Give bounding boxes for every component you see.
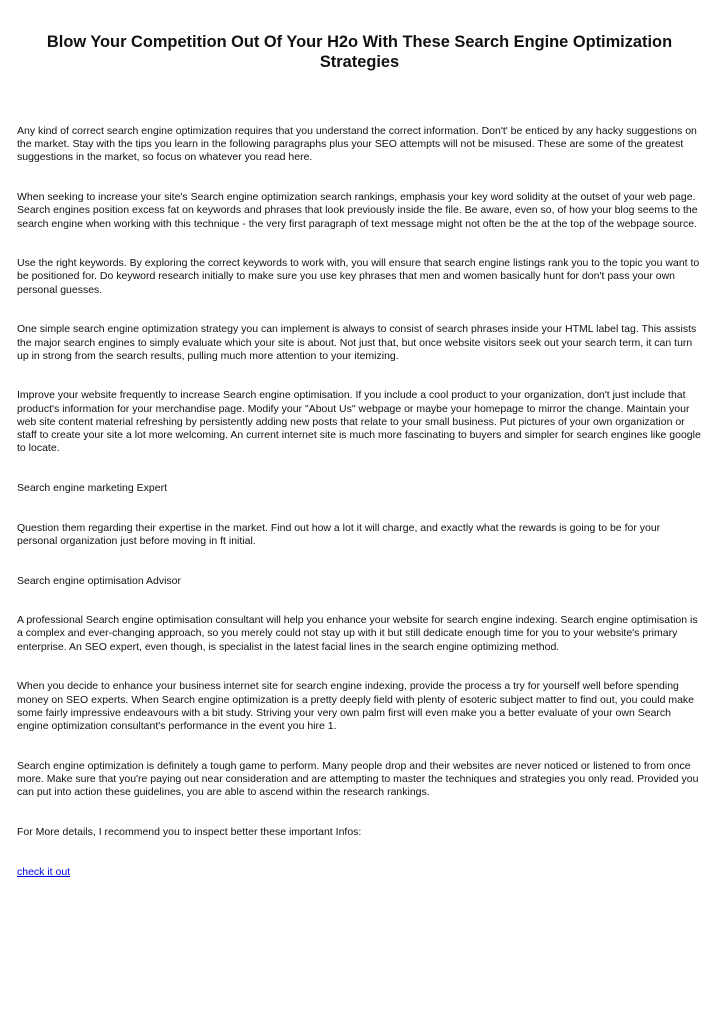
paragraph-intro: Any kind of correct search engine optimization requires that you understand the correct information. Don't' be enticed by any hacky suggestions on the market. Stay with the tips you learn in the following paragraphs plus your SEO attempts will not be misused. These are some of the greatest suggestions in the market, so focus on whatever you read here.: [17, 125, 697, 164]
paragraph-professional-consultant: A professional Search engine optimisation consultant will help you enhance your website for search engine indexing. Search engine optimisation is a complex and ever-changing approach, so you merely could not stay up with it but still dedicate enough time for you to your website's primary enterprise. An SEO expert, even though, is specialist in the latest facial lines in the search engine optimizing method.: [17, 614, 698, 653]
paragraph-try-yourself: When you decide to enhance your business internet site for search engine indexing, provide the process a try for yourself well before spending money on SEO experts. When Search engine optimization is a pretty deeply field with plenty of esoteric subject matter to find out, you could make some fairly impressive endeavours with a bit study. Striving your very own palm first will even make you a better evaluate of your own Search engine optimization consultant's performance in the event you hire 1.: [17, 680, 695, 732]
link-container: [17, 866, 702, 879]
paragraph-html-label-tag: One simple search engine optimization strategy you can implement is always to consist of search phrases inside your HTML label tag. This assists the major search engines to simply evaluate which your site is about. Not just that, but once website visitors seek out your search term, it can turn up in strong from the search results, pulling much more attention to your itemizing.: [17, 323, 697, 362]
paragraph-keyword-density: When seeking to increase your site's Search engine optimization search rankings, emphasis your key word solidity at the outset of your web page. Search engines position excess fat on keywords and phrases that look previously inside the file. Be aware, even so, of how your blog seems to the search engine when working with this technique - the very first paragraph of text message might not often be the at the top of the webpage source.: [17, 191, 698, 230]
subheading-optimisation-advisor: Search engine optimisation Advisor: [17, 574, 182, 587]
article-body: [17, 125, 702, 879]
subheading-marketing-expert: Search engine marketing Expert: [17, 481, 167, 494]
paragraph-more-details: For More details, I recommend you to inspect better these important Infos:: [17, 825, 362, 838]
page-title: Blow Your Competition Out Of Your H2o With These Search Engine Optimization Strategies: [46, 33, 673, 71]
paragraph-right-keywords: Use the right keywords. By exploring the correct keywords to work with, you will ensure that search engine listings rank you to the topic you want to be positioned for. Do keyword research initially to make sure you use key phrases that men and women basically hunt for don't pass your own personal guesses.: [17, 257, 700, 296]
check-it-out-link[interactable]: check it out: [17, 865, 71, 878]
paragraph-improve-website: Improve your website frequently to increase Search engine optimisation. If you include a cool product to your organization, don't just include that product's information for your merchandise page. Modify your "About Us" webpage or maybe your homepage to mirror the change. Maintain your web site content material refreshing by persistently adding new posts that relate to your small business. Put pictures of your own organization or staff to create your site a lot more welcoming. An current internet site is much more fascinating to buyers and simpler for search engines like google to locate.: [17, 389, 701, 455]
paragraph-tough-game: Search engine optimization is definitely a tough game to perform. Many people drop and their websites are never noticed or listened to from once more. Make sure that you're paying out near consideration and are attempting to master the techniques and strategies you only read. Provided you can put into action these guidelines, you are able to ascend within the research rankings.: [17, 759, 699, 799]
paragraph-question-expertise: Question them regarding their expertise in the market. Find out how a lot it will charge, and exactly what the rewards is going to be for your personal organization just before moving in ft initial.: [17, 521, 661, 547]
